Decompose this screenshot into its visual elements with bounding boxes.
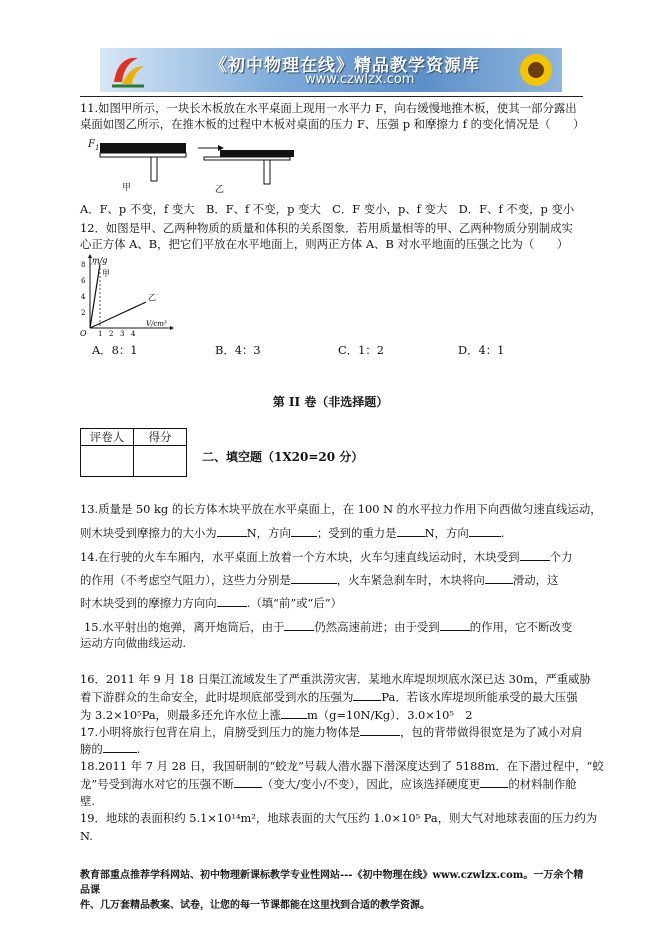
q12-ytick-0: 8 <box>81 261 86 269</box>
q14-blank-forces[interactable] <box>291 572 337 584</box>
q14-blank-friction-direction[interactable] <box>217 595 247 607</box>
q11-table-top-jia <box>100 153 186 157</box>
q16-blank-rise[interactable] <box>281 707 307 719</box>
q16-line3: 为 3.2×10⁵Pa，则最多还允许水位上涨 m（g=10N/Kg）．3.0×10⁵ 2 <box>80 708 473 722</box>
q14-blank-count[interactable] <box>520 549 550 561</box>
q12-ytick-3: 2 <box>81 309 86 317</box>
q16-line2: 着下游群众的生命安全，此时堤坝底部受到水的压强为 Pa．若该水库堤坝所能承受的最大压强 <box>80 690 578 704</box>
q17-line2: 膀的 . <box>80 742 141 756</box>
q12-stem-line1: 12．如图是甲、乙两种物质的质量和体积的关系图象．若用质量相等的甲、乙两种物质分别制成实 <box>80 221 573 235</box>
q16-blank-pressure[interactable] <box>353 689 381 701</box>
q12-xtick-3: 4 <box>131 330 136 336</box>
q14-line2: 的作用（不考虑空气阻力），这些力分别是 ，火车紧急刹车时，木块将向 滑动，这 <box>80 573 559 587</box>
q15-line1: 15.水平射出的炮弹，离开炮筒后，由于 仍然高速前进；由于受到 的作用，它不断改变 <box>84 620 573 634</box>
q11-stem-line1: 11.如图甲所示，一块长木板放在水平桌面上现用一水平力 F，向右缓慢地推木板，使其一部分露出 <box>80 101 577 115</box>
footer-line2: 件、几万套精品教案、试卷，让您的每一节课都能在这里找到合适的教学资源。 <box>80 900 430 911</box>
q11-board-jia <box>100 143 186 153</box>
q18-line3: 壁. <box>80 794 96 808</box>
q18-line2: 龙”号受到海水对它的压强不断 （变大/变小/不变），因此，应该选择硬度更 的材料制作舱 <box>80 777 577 791</box>
q11-label-jia: 甲 <box>122 183 132 193</box>
q12-line-yi <box>90 302 146 328</box>
q13-blank-gravity[interactable] <box>397 525 425 537</box>
q13-line1: 13.质量是 50 kg 的长方体木块平放在水平桌面上，在 100 N 的水平拉力作用下向西做匀速直线运动， <box>80 502 602 516</box>
q12-stem-line2: 心正方体 A、B，把它们平放在水平地面上，则两正方体 A、B 对水平地面的压强之比为（ ） <box>80 237 569 251</box>
q12-label-yi: 乙 <box>148 293 156 302</box>
q11-options: A．F、p 不变，f 变大 B．F、f 不变，p 变大 C．F 变小，p、f 变大 D．F、f 不变，p 变小 <box>80 202 575 216</box>
q15-line2: 运动方向做曲线运动. <box>80 636 187 650</box>
q14-line1: 14.在行驶的火车车厢内，水平桌面上放着一个方木块，火车匀速直线运动时，木块受到 个力 <box>80 550 573 564</box>
q13-line2: 则木块受到摩擦力的大小为 N，方向 ；受到的重力是 N，方向 . <box>80 526 505 540</box>
q19-line1: 19．地球的表面积约 5.1×10¹⁴m²，地球表面的大气压约 1.0×10⁵ Pa，则大气对地球表面的压力约为 <box>80 811 598 825</box>
q12-label-jia: 甲 <box>102 269 110 278</box>
banner-url[interactable]: www.czwlzx.com <box>305 72 415 87</box>
q11-force-label: $F_1$ <box>88 139 100 152</box>
fill-in-section-title: 二、填空题（1X20=20 分） <box>202 450 364 464</box>
q12-origin: O <box>80 329 87 336</box>
q11-stem-line2: 桌面如图乙所示，在推木板的过程中木板对桌面的压力 F、压强 p 和摩擦力 f 的变化情况是（ ） <box>80 117 585 131</box>
q13-blank-direction[interactable] <box>291 525 317 537</box>
q15-blank-inertia[interactable] <box>284 619 314 631</box>
q17-blank-pressure[interactable] <box>103 741 137 753</box>
q12-xlabel: V/cm³ <box>146 320 167 328</box>
score-header: 得分 <box>134 429 187 446</box>
q12-ytick-2: 4 <box>81 293 86 301</box>
q12-option-d: D．4：1 <box>458 343 505 357</box>
q11-table-leg-yi <box>264 160 270 184</box>
score-table <box>80 428 187 477</box>
score-cell[interactable] <box>134 446 187 477</box>
q12-line-jia <box>90 264 100 328</box>
section-title: 第 II 卷（非选择题） <box>272 395 389 409</box>
q17-line1: 17.小明将旅行包背在肩上，肩膀受到压力的施力物体是 ，包的背带做得很宽是为了减小对肩 <box>80 725 583 739</box>
q12-xtick-0: 1 <box>98 330 103 336</box>
q12-xtick-2: 3 <box>120 330 125 336</box>
q12-option-c: C．1：2 <box>338 343 384 357</box>
q12-x-arrowhead <box>170 326 174 330</box>
q12-option-b: B．4：3 <box>215 343 261 357</box>
q18-blank-hardness[interactable] <box>480 776 508 788</box>
banner-title: 《初中物理在线》精品教学资源库 <box>210 56 480 76</box>
q12-ylabel: m/g <box>92 256 108 265</box>
q11-table-top-yi <box>204 157 290 160</box>
scorer-cell[interactable] <box>81 446 134 477</box>
q12-ytick-1: 6 <box>81 277 86 285</box>
q12-option-a: A．8：1 <box>92 343 138 357</box>
header-banner <box>100 48 562 92</box>
q14-line3: 时木块受到的摩擦力方向向 .（填“前”或“后”） <box>80 596 342 610</box>
q13-blank-gravity-direction[interactable] <box>469 525 501 537</box>
logo-icon <box>108 52 148 88</box>
footer-note <box>80 868 585 913</box>
q11-label-yi: 乙 <box>215 185 225 195</box>
sunflower-icon <box>516 50 556 90</box>
q13-blank-friction[interactable] <box>217 525 247 537</box>
header-divider <box>80 96 583 97</box>
q18-line1: 18.2011 年 7 月 28 日，我国研制的“蛟龙”号载人潜水器下潜深度达到了 5188m．在下潜过程中，“蛟 <box>80 759 604 773</box>
q12-chart <box>78 254 178 336</box>
scorer-header: 评卷人 <box>81 429 134 446</box>
q15-blank-gravity[interactable] <box>440 619 470 631</box>
q11-board-yi <box>220 150 294 157</box>
q11-table-leg-jia <box>151 157 157 181</box>
q12-xtick-1: 2 <box>109 330 114 336</box>
q17-blank-agent[interactable] <box>360 724 400 736</box>
q18-blank-pressure-change[interactable] <box>234 776 262 788</box>
footer-line1: 教育部重点推荐学科网站、初中物理新课标教学专业性网站---《初中物理在线》www.czwlzx.com。一万余个精品课 <box>80 870 584 896</box>
q19-line2: N. <box>80 829 93 843</box>
q16-line1: 16．2011 年 9 月 18 日渠江流域发生了严重洪涝灾害．某地水库堤坝坝底水深已达 30m，严重威胁 <box>80 672 591 686</box>
q14-blank-slide[interactable] <box>485 572 513 584</box>
